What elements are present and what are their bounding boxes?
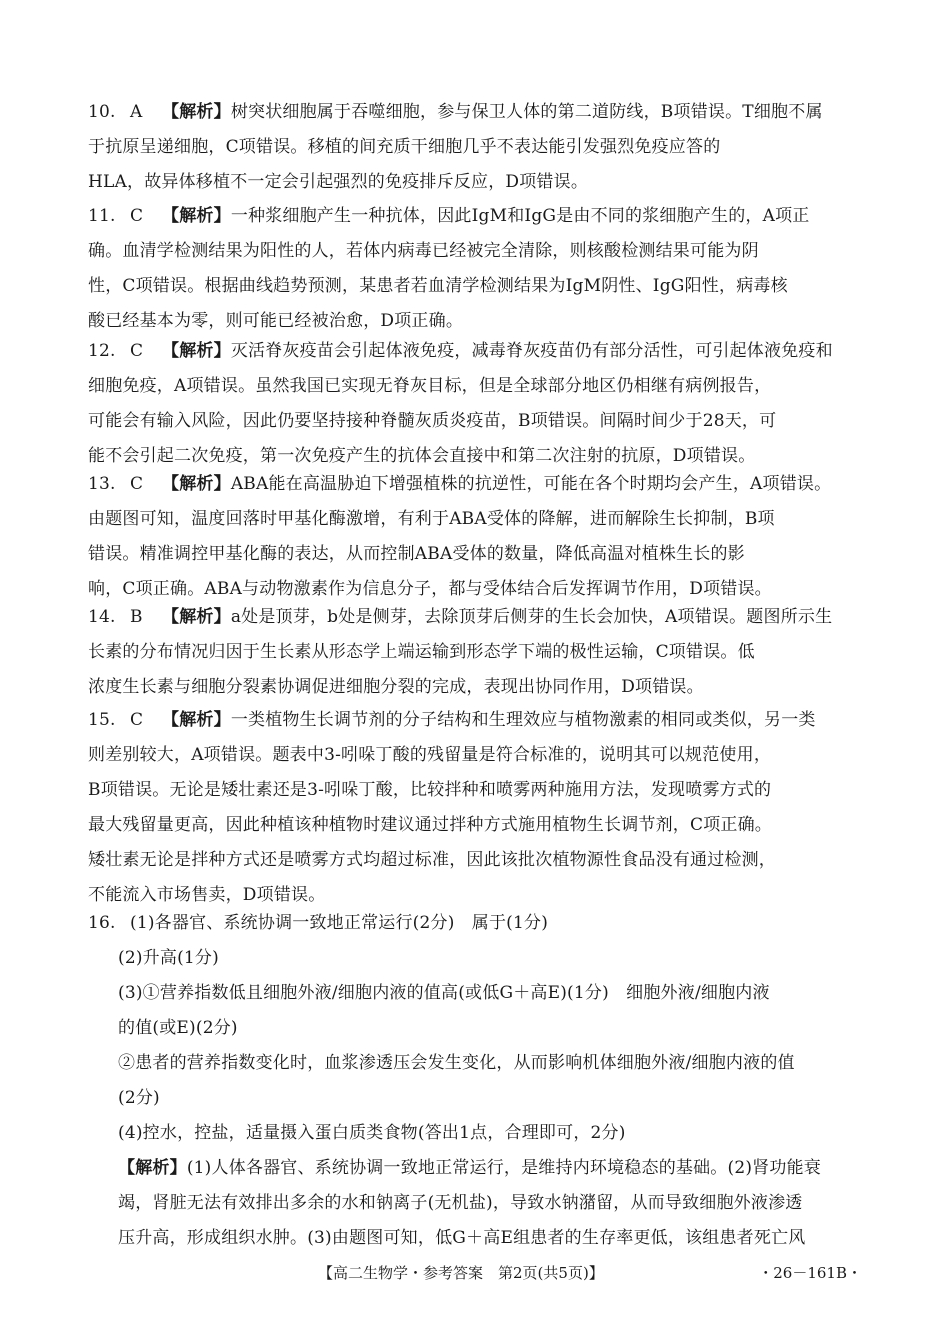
analysis-line: 不能流入市场售卖，D项错误。 — [88, 885, 326, 905]
analysis-line: 确。血清学检测结果为阳性的人，若体内病毒已经被完全清除，则核酸检测结果可能为阴 — [88, 241, 759, 261]
answer-item-13 — [88, 467, 862, 607]
question-number: 13. — [88, 474, 116, 494]
analysis-tag: 【解析】 — [162, 710, 231, 730]
analysis-line: 则差别较大，A项错误。题表中3-吲哚丁酸的残留量是符合标准的，说明其可以规范使用， — [88, 745, 772, 765]
analysis-tag: 【解析】 — [162, 341, 231, 361]
analysis-line: 能不会引起二次免疫，第一次免疫产生的抗体会直接中和第二次注射的抗原，D项错误。 — [88, 446, 756, 466]
analysis-line: 灭活脊灰疫苗会引起体液免疫，减毒脊灰疫苗仍有部分活性，可引起体液免疫和 — [230, 341, 833, 361]
analysis-line: 性，C项错误。根据曲线趋势预测，某患者若血清学检测结果为IgM阴性、IgG阳性，病毒核 — [88, 276, 788, 296]
analysis-line: 可能会有输入风险，因此仍要坚持接种脊髓灰质炎疫苗，B项错误。间隔时间少于28天，可 — [88, 411, 777, 431]
analysis-line: 浓度生长素与细胞分裂素协调促进细胞分裂的完成，表现出协同作用，D项错误。 — [88, 677, 704, 697]
answer-line: (3)①营养指数低且细胞外液/细胞内液的值高(或低G＋高E)(1分) 细胞外液/细胞内液 — [118, 983, 770, 1003]
analysis-tag: 【解析】 — [162, 102, 231, 122]
answer-item-14 — [88, 600, 862, 705]
answer-item-10 — [88, 95, 862, 200]
analysis-line: a处是顶芽，b处是侧芽，去除顶芽后侧芽的生长会加快，A项错误。题图所示生 — [230, 607, 833, 627]
analysis-line: 一种浆细胞产生一种抗体，因此IgM和IgG是由不同的浆细胞产生的，A项正 — [230, 206, 810, 226]
analysis-tag: 【解析】 — [162, 206, 231, 226]
answer-line: (2)升高(1分) — [118, 948, 219, 968]
analysis-tag: 【解析】 — [118, 1158, 187, 1178]
analysis-line: 酸已经基本为零，则可能已经被治愈，D项正确。 — [88, 311, 464, 331]
analysis-tag: 【解析】 — [162, 474, 231, 494]
analysis-line: B项错误。无论是矮壮素还是3-吲哚丁酸，比较拌种和喷雾两种施用方法，发现喷雾方式的 — [88, 780, 772, 800]
analysis-line: 细胞免疫，A项错误。虽然我国已实现无脊灰目标，但是全球部分地区仍相继有病例报告， — [88, 376, 772, 396]
question-number: 15. — [88, 710, 116, 730]
answer-item-16 — [88, 906, 862, 1256]
answer-line: 的值(或E)(2分) — [118, 1018, 238, 1038]
analysis-line: 于抗原呈递细胞，C项错误。移植的间充质干细胞几乎不表达能引发强烈免疫应答的 — [88, 137, 721, 157]
analysis-line: 树突状细胞属于吞噬细胞，参与保卫人体的第二道防线，B项错误。T细胞不属 — [230, 102, 823, 122]
answer-item-15 — [88, 703, 862, 913]
analysis-line: 压升高，形成组织水肿。(3)由题图可知，低G＋高E组患者的生存率更低，该组患者死亡风 — [118, 1228, 806, 1248]
analysis-line: 长素的分布情况归因于生长素从形态学上端运输到形态学下端的极性运输，C项错误。低 — [88, 642, 755, 662]
analysis-line: 矮壮素无论是拌种方式还是喷雾方式均超过标准，因此该批次植物源性食品没有通过检测， — [88, 850, 776, 870]
answer-line: ②患者的营养指数变化时，血浆渗透压会发生变化，从而影响机体细胞外液/细胞内液的值 — [118, 1053, 795, 1073]
answer-letter: C — [130, 206, 144, 226]
analysis-line: 响，C项正确。ABA与动物激素作为信息分子，都与受体结合后发挥调节作用，D项错误。 — [88, 579, 772, 599]
answer-item-12 — [88, 334, 862, 474]
analysis-tag: 【解析】 — [162, 607, 231, 627]
analysis-line: 一类植物生长调节剂的分子结构和生理效应与植物激素的相同或类似，另一类 — [230, 710, 816, 730]
answer-line: (4)控水，控盐，适量摄入蛋白质类食物(答出1点，合理即可，2分) — [118, 1123, 626, 1143]
answer-letter: A — [130, 102, 143, 122]
answer-letter: C — [130, 710, 144, 730]
analysis-line: 竭，肾脏无法有效排出多余的水和钠离子(无机盐)，导致水钠潴留，从而导致细胞外液渗透 — [118, 1193, 803, 1213]
answer-letter: C — [130, 341, 144, 361]
analysis-line: 由题图可知，温度回落时甲基化酶激增，有利于ABA受体的降解，进而解除生长抑制，B项 — [88, 509, 775, 529]
analysis-line: HLA，故异体移植不一定会引起强烈的免疫排斥反应，D项错误。 — [88, 172, 589, 192]
page-footer — [88, 1262, 862, 1286]
analysis-line: ABA能在高温胁迫下增强植株的抗逆性，可能在各个时期均会产生，A项错误。 — [230, 474, 832, 494]
analysis-line: 最大残留量更高，因此种植该种植物时建议通过拌种方式施用植物生长调节剂，C项正确。 — [88, 815, 773, 835]
answer-line: (1)各器官、系统协调一致地正常运行(2分) 属于(1分) — [130, 913, 549, 933]
footer-code: ・26－161B・ — [758, 1264, 862, 1282]
answer-letter: B — [130, 607, 143, 627]
question-number: 12. — [88, 341, 116, 361]
analysis-line: 错误。精准调控甲基化酶的表达，从而控制ABA受体的数量，降低高温对植株生长的影 — [88, 544, 745, 564]
question-number: 14. — [88, 607, 116, 627]
question-number: 10. — [88, 102, 116, 122]
analysis-line: (1)人体各器官、系统协调一致地正常运行，是维持内环境稳态的基础。(2)肾功能衰 — [186, 1158, 821, 1178]
question-number: 11. — [88, 206, 116, 226]
answer-item-11 — [88, 199, 862, 339]
footer-title: 【高二生物学・参考答案 第2页(共5页)】 — [318, 1264, 604, 1282]
answer-letter: C — [130, 474, 144, 494]
answer-line: (2分) — [118, 1088, 160, 1108]
question-number: 16. — [88, 913, 116, 933]
